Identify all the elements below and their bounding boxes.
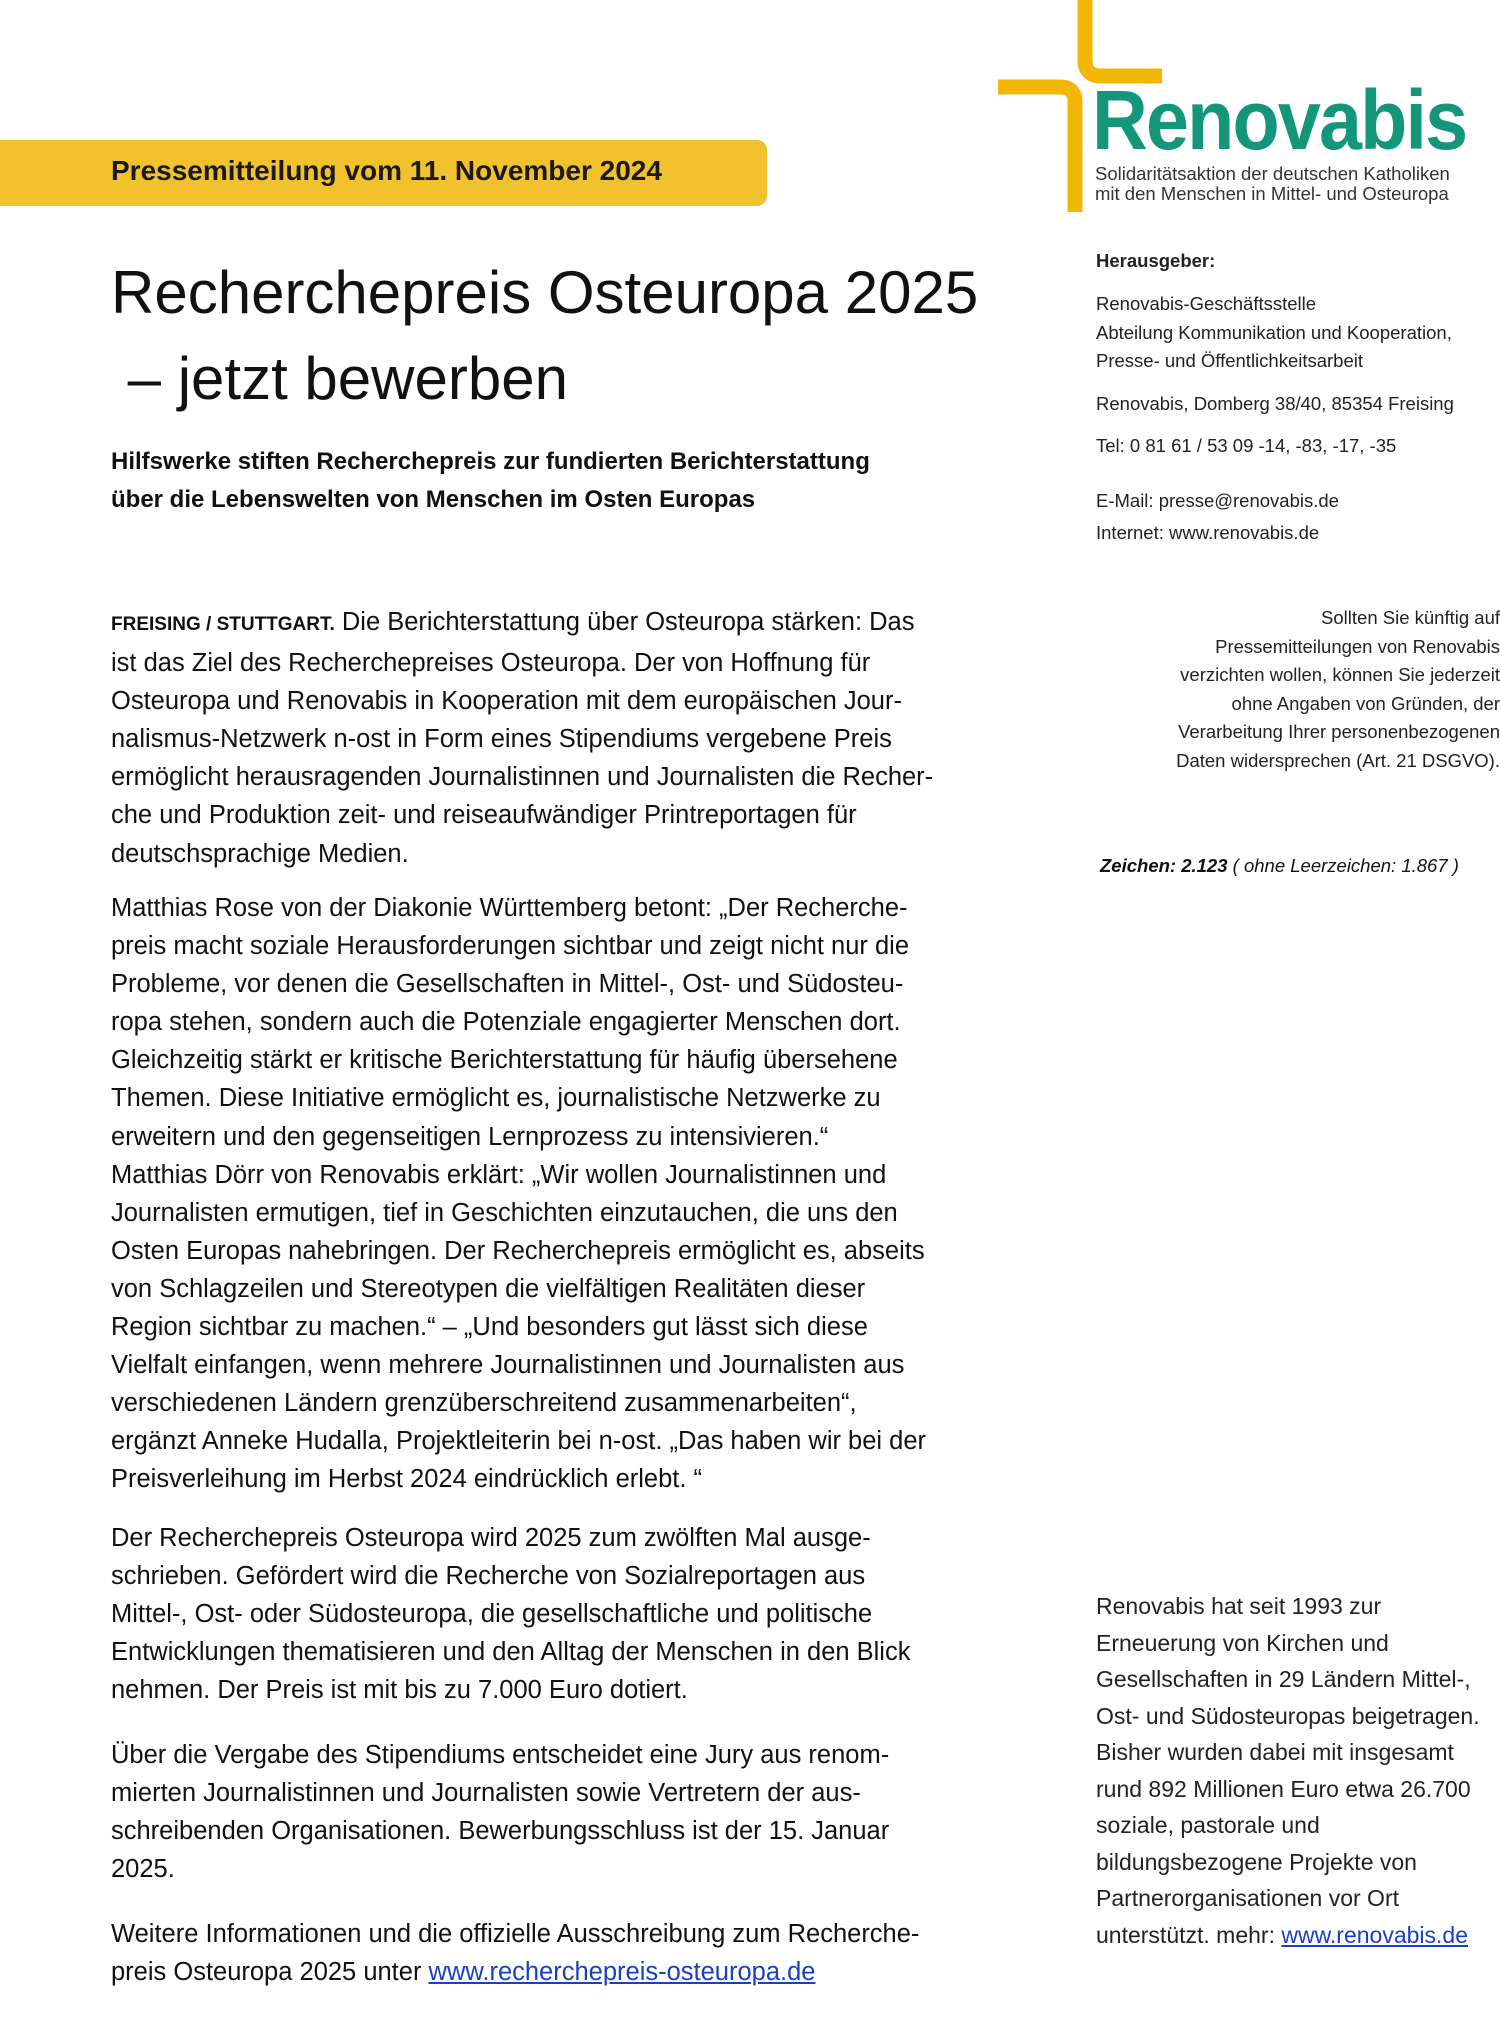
- body-line: schrieben. Gefördert wird die Recherche von Sozialreportagen aus: [111, 1562, 866, 1591]
- about-line: Partnerorganisationen vor Ort: [1096, 1885, 1399, 1911]
- notice-line: Sollten Sie künftig auf: [1321, 607, 1500, 628]
- body-line: 2025.: [111, 1855, 175, 1884]
- date-banner-text: Pressemitteilung vom 11. November 2024: [111, 155, 662, 186]
- publisher-label: Herausgeber:: [1096, 250, 1216, 271]
- body-line: verschiedenen Ländern grenzüberschreitend zusammenarbeiten“,: [111, 1389, 857, 1418]
- body-line: Mittel-, Ost- oder Südosteuropa, die gesellschaftliche und politische: [111, 1600, 873, 1629]
- body-line: nalismus-Netzwerk n-ost in Form eines Stipendiums vergebene Preis: [111, 725, 892, 754]
- char-count-label: Zeichen: 2.123: [1100, 855, 1228, 876]
- body-line: erweitern und den gegenseitigen Lernprozess zu intensivieren.“: [111, 1122, 829, 1151]
- body-line: Gleichzeitig stärkt er kritische Berichterstattung für häufig übersehene: [111, 1046, 898, 1075]
- department-line: Abteilung Kommunikation und Kooperation,: [1096, 321, 1452, 343]
- body-line: nehmen. Der Preis ist mit bis zu 7.000 Euro dotiert.: [111, 1676, 688, 1705]
- body-line: preis macht soziale Herausforderungen sichtbar und zeigt nicht nur die: [111, 932, 910, 961]
- body-line: che und Produktion zeit- und reiseaufwändiger Printreportagen für: [111, 801, 857, 830]
- body-paragraph-3: [111, 1519, 1041, 1709]
- body-paragraph-5: [111, 1915, 1041, 1991]
- recherchepreis-link[interactable]: www.recherchepreis-osteuropa.de: [428, 1958, 816, 1987]
- notice-line: Verarbeitung Ihrer personenbezogenen: [1178, 721, 1500, 742]
- body-line: Osten Europas nahebringen. Der Recherchepreis ermöglicht es, abseits: [111, 1236, 925, 1265]
- body-line: Vielfalt einfangen, wenn mehrere Journalistinnen und Journalisten aus: [111, 1351, 905, 1380]
- dateline: FREISING / STUTTGART.: [111, 614, 335, 635]
- body-line: Matthias Dörr von Renovabis erklärt: „Wir wollen Journalistinnen und: [111, 1160, 887, 1189]
- body-line: von Schlagzeilen und Stereotypen die vielfältigen Realitäten dieser: [111, 1274, 866, 1303]
- subtitle-line: über die Lebenswelten von Menschen im Osten Europas: [111, 486, 756, 513]
- publisher-office: [1096, 290, 1452, 376]
- about-renovabis: [1096, 1588, 1480, 1953]
- notice-line: verzichten wollen, können Sie jederzeit: [1180, 664, 1500, 685]
- body-line: ergänzt Anneke Hudalla, Projektleiterin bei n-ost. „Das haben wir bei der: [111, 1427, 927, 1456]
- character-count: [1100, 855, 1459, 877]
- body-line: mierten Journalistinnen und Journalisten sowie Vertretern der aus-: [111, 1779, 861, 1808]
- brand-logo-text: Renovabis: [1092, 73, 1467, 167]
- notice-line: Daten widersprechen (Art. 21 DSGVO).: [1176, 749, 1500, 771]
- body-paragraph-2: [111, 889, 1041, 1499]
- publisher-phone: Tel: 0 81 61 / 53 09 -14, -83, -17, -35: [1096, 435, 1397, 456]
- about-line: Erneuerung von Kirchen und: [1096, 1629, 1389, 1656]
- about-line: rund 892 Millionen Euro etwa 26.700: [1096, 1775, 1471, 1802]
- body-line: Entwicklungen thematisieren und den Alltag der Menschen in den Blick: [111, 1638, 911, 1667]
- department-line: Presse- und Öffentlichkeitsarbeit: [1096, 350, 1364, 371]
- publisher-email: E-Mail: presse@renovabis.de: [1096, 490, 1339, 511]
- publisher-internet: Internet: www.renovabis.de: [1096, 522, 1320, 543]
- page-title: [111, 250, 978, 422]
- body-line: Osteuropa und Renovabis in Kooperation mit dem europäischen Jour-: [111, 687, 902, 716]
- about-line: Gesellschaften in 29 Ländern Mittel-,: [1096, 1666, 1471, 1692]
- body-paragraph-4: [111, 1736, 1041, 1888]
- body-paragraph-1: [111, 603, 1041, 873]
- body-line: Preisverleihung im Herbst 2024 eindrücklich erlebt. “: [111, 1465, 703, 1494]
- brand-tagline: [1095, 164, 1450, 204]
- about-line: Renovabis hat seit 1993 zur: [1096, 1593, 1382, 1619]
- body-line: deutschsprachige Medien.: [111, 839, 409, 868]
- about-line: Bisher wurden dabei mit insgesamt: [1096, 1739, 1454, 1765]
- body-line: Themen. Diese Initiative ermöglicht es, journalistische Netzwerke zu: [111, 1084, 881, 1113]
- char-count-no-spaces: ( ohne Leerzeichen: 1.867 ): [1227, 855, 1459, 876]
- body-line: Probleme, vor denen die Gesellschaften in Mittel-, Ost- und Südosteu-: [111, 970, 904, 999]
- body-line: schreibenden Organisationen. Bewerbungsschluss ist der 15. Januar: [111, 1817, 890, 1846]
- about-line: bildungsbezogene Projekte von: [1096, 1848, 1417, 1875]
- body-line: ropa stehen, sondern auch die Potenziale engagierter Menschen dort.: [111, 1008, 901, 1037]
- tagline-line: Solidaritätsaktion der deutschen Katholiken: [1095, 163, 1450, 184]
- about-line: soziale, pastorale und: [1096, 1812, 1320, 1838]
- notice-line: Pressemitteilungen von Renovabis: [1215, 635, 1500, 657]
- body-line: preis Osteuropa 2025 unter www.recherchepreis-osteuropa.de: [111, 1958, 816, 1987]
- title-line: – jetzt bewerben: [111, 345, 568, 412]
- body-line: Journalisten ermutigen, tief in Geschichten einzutauchen, die uns den: [111, 1198, 898, 1227]
- about-line: unterstützt. mehr: www.renovabis.de: [1096, 1921, 1469, 1948]
- body-line: Über die Vergabe des Stipendiums entscheidet eine Jury aus renom-: [111, 1741, 890, 1769]
- subtitle-line: Hilfswerke stiften Recherchepreis zur fundierten Berichterstattung: [111, 448, 870, 475]
- body-line: ermöglicht herausragenden Journalistinnen und Journalisten die Recher-: [111, 763, 934, 792]
- body-line: Weitere Informationen und die offizielle Ausschreibung zum Recherche-: [111, 1920, 920, 1948]
- office-line: Renovabis-Geschäftsstelle: [1096, 293, 1317, 314]
- subtitle: [111, 443, 870, 519]
- privacy-notice: [1080, 604, 1500, 775]
- body-line: Der Recherchepreis Osteuropa wird 2025 zum zwölften Mal ausge-: [111, 1524, 871, 1552]
- date-banner: [0, 140, 767, 206]
- body-line: FREISING / STUTTGART. Die Berichterstattung über Osteuropa stärken: Das: [111, 608, 915, 636]
- renovabis-link[interactable]: www.renovabis.de: [1281, 1921, 1469, 1948]
- title-line: Recherchepreis Osteuropa 2025: [111, 259, 979, 326]
- body-line: ist das Ziel des Recherchepreises Osteuropa. Der von Hoffnung für: [111, 649, 871, 678]
- tagline-line: mit den Menschen in Mittel- und Osteuropa: [1095, 183, 1449, 204]
- notice-line: ohne Angaben von Gründen, der: [1231, 692, 1500, 714]
- body-line: Region sichtbar zu machen.“ – „Und besonders gut lässt sich diese: [111, 1313, 868, 1342]
- body-line: Matthias Rose von der Diakonie Württemberg betont: „Der Recherche-: [111, 894, 908, 922]
- about-line: Ost- und Südosteuropas beigetragen.: [1096, 1702, 1480, 1729]
- publisher-address: Renovabis, Domberg 38/40, 85354 Freising: [1096, 393, 1454, 414]
